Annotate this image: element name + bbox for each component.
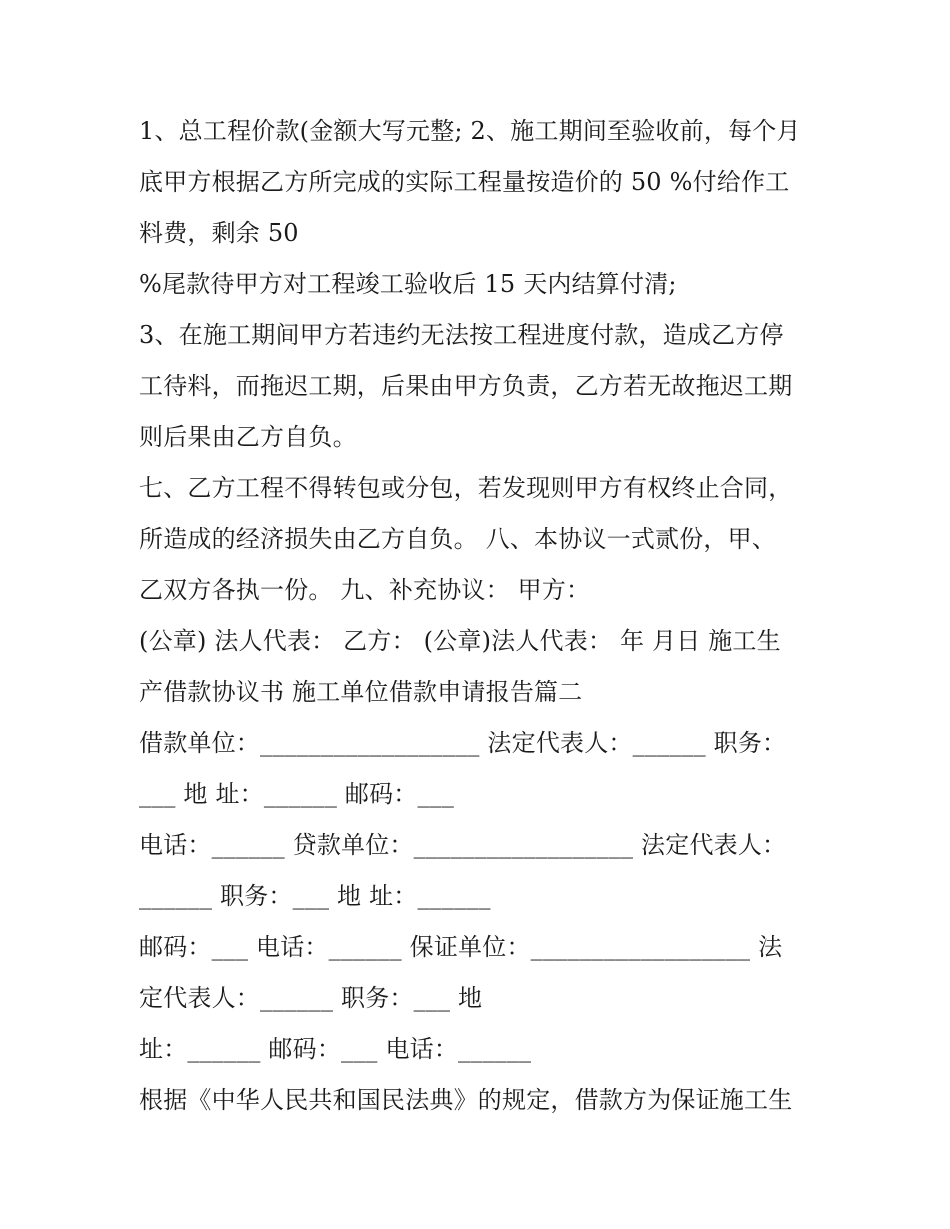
- text-line-3: 料费，剩余 50: [139, 219, 299, 247]
- text-line-8: 七、乙方工程不得转包或分包，若发现则甲方有权终止合同，: [139, 474, 793, 502]
- text-line-1: 1、总工程价款(金额大写元整; 2、施工期间至验收前，每个月: [139, 117, 801, 145]
- text-line-10: 乙双方各执一份。 九、补充协议： 甲方：: [139, 576, 591, 604]
- text-line-2: 底甲方根据乙方所完成的实际工程量按造价的 50 %付给作工: [139, 168, 790, 196]
- text-line-15: 电话：______ 贷款单位：__________________ 法定代表人：: [139, 831, 787, 859]
- text-line-14: ___ 地 址：______ 邮码：___: [139, 780, 455, 808]
- text-line-20: 根据《中华人民共和国民法典》的规定，借款方为保证施工生: [139, 1086, 793, 1114]
- text-line-12: 产借款协议书 施工单位借款申请报告篇二: [139, 678, 583, 706]
- text-line-13: 借款单位：__________________ 法定代表人：______ 职务：: [139, 729, 787, 757]
- text-line-17: 邮码：___ 电话：______ 保证单位：__________________ 法: [139, 933, 783, 961]
- text-line-16: ______ 职务：___ 地 址：______: [139, 882, 491, 910]
- document-body: [139, 106, 829, 1126]
- text-line-11: (公章) 法人代表： 乙方： (公章)法人代表： 年 月日 施工生: [139, 627, 781, 655]
- text-line-19: 址：______ 邮码：___ 电话：______: [139, 1035, 532, 1063]
- text-line-4: %尾款待甲方对工程竣工验收后 15 天内结算付清;: [139, 270, 677, 298]
- text-line-9: 所造成的经济损失由乙方自负。 八、本协议一式贰份，甲、: [139, 525, 777, 553]
- text-line-5: 3、在施工期间甲方若违约无法按工程进度付款，造成乙方停: [139, 321, 784, 349]
- text-line-6: 工待料，而拖迟工期，后果由甲方负责，乙方若无故拖迟工期: [139, 372, 793, 400]
- text-line-7: 则后果由乙方自负。: [139, 423, 357, 451]
- text-line-18: 定代表人：______ 职务：___ 地: [139, 984, 483, 1012]
